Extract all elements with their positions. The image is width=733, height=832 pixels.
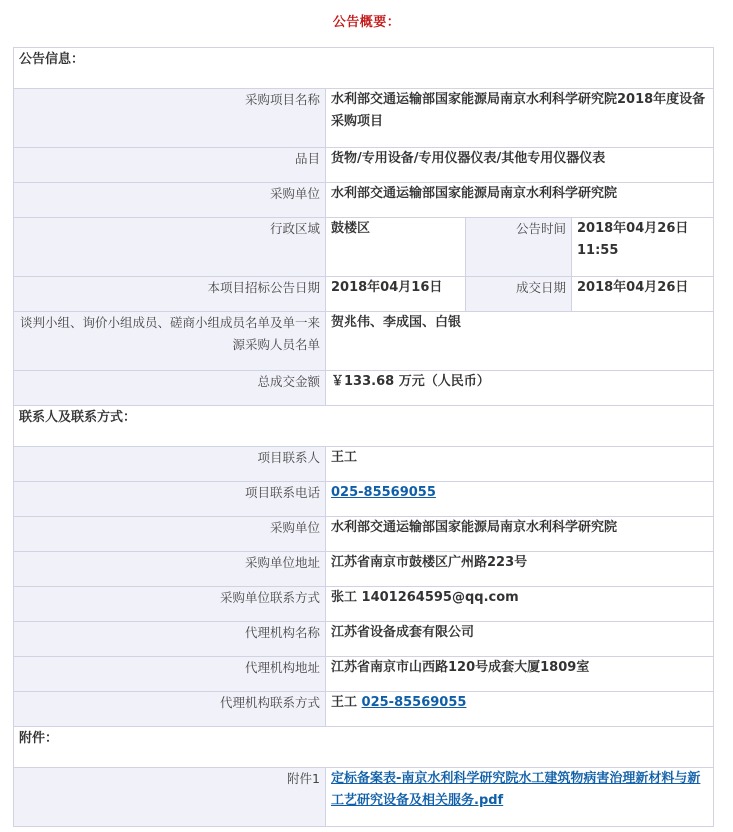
section-row-contact-info xyxy=(14,406,714,447)
row-purchaser-address xyxy=(14,552,714,587)
purchaser-address-label: 采购单位地址 xyxy=(14,552,326,587)
section-heading-attachments: 附件： xyxy=(14,727,714,768)
project-name-value: 水利部交通运输部国家能源局南京水利科学研究院2018年度设备采购项目 xyxy=(326,89,714,148)
page-title: 公告概要： xyxy=(332,15,401,30)
publish-time-value: 2018年04月26日 11:55 xyxy=(572,218,714,277)
row-project-name xyxy=(14,89,714,148)
project-phone-label: 项目联系电话 xyxy=(14,482,326,517)
project-name-label: 采购项目名称 xyxy=(14,89,326,148)
project-phone-link[interactable]: 025-85569055 xyxy=(331,485,436,500)
row-total-amount xyxy=(14,371,714,406)
row-attachment-1 xyxy=(14,768,714,827)
row-project-phone xyxy=(14,482,714,517)
category-value: 货物/专用设备/专用仪器仪表/其他专用仪器仪表 xyxy=(326,148,714,183)
purchaser-value: 水利部交通运输部国家能源局南京水利科学研究院 xyxy=(326,183,714,218)
row-agency-name xyxy=(14,622,714,657)
section-row-attachments xyxy=(14,727,714,768)
agency-name-value: 江苏省设备成套有限公司 xyxy=(326,622,714,657)
agency-address-value: 江苏省南京市山西路120号成套大厦1809室 xyxy=(326,657,714,692)
row-region-publish-time xyxy=(14,218,714,277)
project-contact-value: 王工 xyxy=(326,447,714,482)
category-label: 品目 xyxy=(14,148,326,183)
total-amount-label: 总成交金额 xyxy=(14,371,326,406)
row-agency-address xyxy=(14,657,714,692)
total-amount-value: ￥133.68 万元（人民币） xyxy=(326,371,714,406)
agency-address-label: 代理机构地址 xyxy=(14,657,326,692)
agency-contact-label: 代理机构联系方式 xyxy=(14,692,326,727)
purchaser-address-value: 江苏省南京市鼓楼区广州路223号 xyxy=(326,552,714,587)
agency-phone-link[interactable]: 025-85569055 xyxy=(361,695,467,710)
purchaser-contact-label: 采购单位联系方式 xyxy=(14,587,326,622)
section-heading-announcement-info: 公告信息： xyxy=(14,48,714,89)
agency-contact-name: 王工 xyxy=(331,695,358,710)
agency-name-label: 代理机构名称 xyxy=(14,622,326,657)
agency-contact-cell xyxy=(326,692,714,727)
deal-date-value: 2018年04月26日 xyxy=(572,277,714,312)
row-contact-purchaser xyxy=(14,517,714,552)
row-category xyxy=(14,148,714,183)
purchaser-contact-value: 张工 1401264595@qq.com xyxy=(326,587,714,622)
region-value: 鼓楼区 xyxy=(326,218,466,277)
contact-purchaser-value: 水利部交通运输部国家能源局南京水利科学研究院 xyxy=(326,517,714,552)
deal-date-label: 成交日期 xyxy=(466,277,572,312)
panel-members-label: 谈判小组、询价小组成员、磋商小组成员名单及单一来源采购人员名单 xyxy=(14,312,326,371)
section-heading-contact-info: 联系人及联系方式： xyxy=(14,406,714,447)
tender-date-value: 2018年04月16日 xyxy=(326,277,466,312)
attachment-1-cell xyxy=(326,768,714,827)
purchaser-label: 采购单位 xyxy=(14,183,326,218)
row-project-contact xyxy=(14,447,714,482)
row-agency-contact xyxy=(14,692,714,727)
project-phone-cell xyxy=(326,482,714,517)
project-contact-label: 项目联系人 xyxy=(14,447,326,482)
row-purchaser-contact xyxy=(14,587,714,622)
row-purchaser xyxy=(14,183,714,218)
attachment-1-link[interactable]: 定标备案表-南京水利科学研究院水工建筑物病害治理新材料与新工艺研究设备及相关服务.pdf xyxy=(331,771,701,808)
panel-members-value: 贺兆伟、李成国、白银 xyxy=(326,312,714,371)
tender-date-label: 本项目招标公告日期 xyxy=(14,277,326,312)
contact-purchaser-label: 采购单位 xyxy=(14,517,326,552)
region-label: 行政区域 xyxy=(14,218,326,277)
row-tender-deal-date xyxy=(14,277,714,312)
attachment-1-label: 附件1 xyxy=(14,768,326,827)
notice-summary-table xyxy=(13,47,714,827)
row-panel-members xyxy=(14,312,714,371)
publish-time-label: 公告时间 xyxy=(466,218,572,277)
section-row-announcement-info xyxy=(14,48,714,89)
